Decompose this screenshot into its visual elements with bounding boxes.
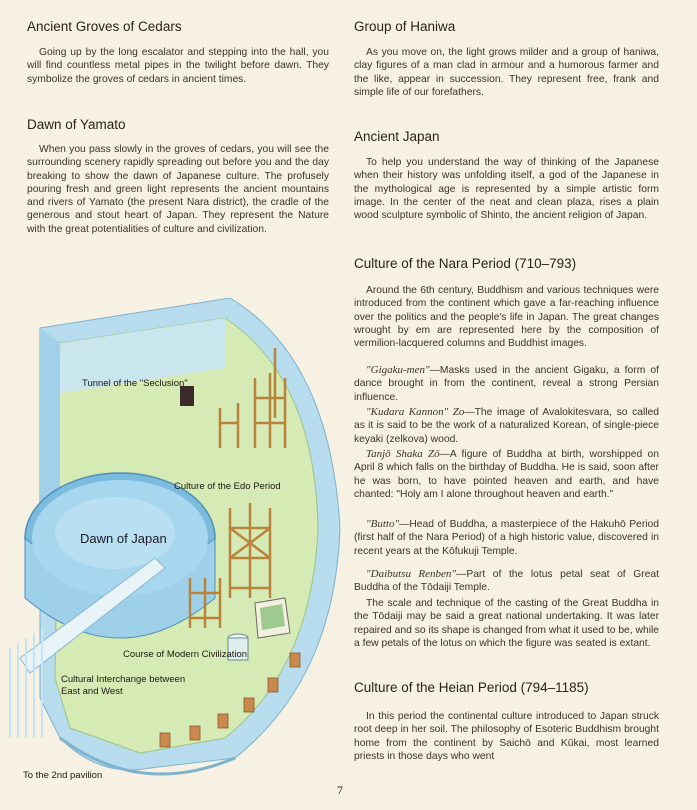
item-term: "Daibutsu Renben" bbox=[366, 568, 457, 580]
item-text: —Head of Buddha, a masterpiece of the Hakuhō Period (first half of the Nara Period) of a high historic value, discovered in recent years at the Kōfukuji Temple. bbox=[354, 519, 659, 557]
cultural-interchange-label: Cultural Interchange between East and West bbox=[61, 674, 186, 697]
section-text: Around the 6th century, Buddhism and various techniques were introduced from the continent which gave a far-reaching influence over the politics and the people's life in Japan. The great changes wrought by em are represented here by the composition of vermilion-lacquered columns and Buddhist images. bbox=[354, 285, 659, 350]
item-text: —Part of the lotus petal seat of Great Buddha of the Tōdaiji Temple. bbox=[354, 569, 659, 594]
pavilion-illustration bbox=[0, 298, 345, 798]
section-heading: Culture of the Heian Period (794–1185) bbox=[354, 680, 589, 695]
nara-item bbox=[354, 364, 659, 404]
section-text: When you pass slowly in the groves of cedars, you will see the surrounding scenery rapidly spreading out before you and the day breaking to show the dawn of Japanese culture. The profusely pouring fresh and green light represents the ancient mountains and rivers of Yamato (the present Nara district), the cradle of the generous and stout heart of Japan. They represent the Nature with the great potentialities of culture and civilization. bbox=[27, 144, 329, 235]
section-heading: Dawn of Yamato bbox=[27, 117, 126, 132]
section-heading: Ancient Groves of Cedars bbox=[27, 19, 182, 34]
item-term: Tanjō Shaka Zō bbox=[366, 448, 440, 460]
section-heading: Ancient Japan bbox=[354, 129, 440, 144]
section-text: As you move on, the light grows milder and a group of haniwa, clay figures of a man clad in armour and a humorous farmer and the like, appear in succession. They represent free, frank and simple life of our forefathers. bbox=[354, 47, 659, 98]
item-term: "Kudara Kannon" Zo bbox=[366, 406, 465, 418]
modern-civilization-label: Course of Modern Civilization bbox=[123, 649, 248, 660]
item-term: "Gigaku-men" bbox=[366, 364, 430, 376]
section-text: The scale and technique of the casting of the Great Buddha in the Tōdaiji may be said a great national undertaking. It was later repaired and so its shape is changed from what it used to be, while a few petals of the lotus on which the figure was seated is extant. bbox=[354, 598, 659, 649]
dawn-of-japan-label: Dawn of Japan bbox=[80, 531, 167, 546]
tunnel-label: Tunnel of the "Seclusion" bbox=[82, 378, 188, 389]
nara-item bbox=[354, 406, 659, 446]
nara-item bbox=[354, 448, 659, 501]
item-text: —The image of Avalokitesvara, so called as it is said to be the work of a naturalized Korean, of single-piece keyaki (zelkova) wood. bbox=[354, 407, 659, 445]
nara-item bbox=[354, 568, 659, 595]
item-term: "Butto" bbox=[366, 518, 400, 530]
second-pavilion-label: To the 2nd pavilion bbox=[23, 770, 103, 781]
page-number: 7 bbox=[337, 783, 343, 797]
section-heading: Culture of the Nara Period (710–793) bbox=[354, 256, 577, 271]
section-text: In this period the continental culture introduced to Japan struck root deep in her soil. The philosophy of Esoteric Buddhism brought home from the continent by Saichō and Kūkai, most learned priests in those days who went bbox=[354, 711, 659, 762]
section-text: Going up by the long escalator and stepping into the hall, you will find countless metal pipes in the twilight before dawn. They symbolize the groves of cedars in ancient times. bbox=[27, 47, 329, 85]
edo-period-label: Culture of the Edo Period bbox=[174, 481, 281, 492]
item-text: —Masks used in the ancient Gigaku, a form of dance brought in from the continent, reveal a strong Persian influence. bbox=[354, 365, 659, 403]
section-heading: Group of Haniwa bbox=[354, 19, 456, 34]
pavilion-cutaway-drawing bbox=[0, 298, 345, 798]
nara-item bbox=[354, 518, 659, 558]
section-text: To help you understand the way of thinking of the Japanese when their history was unfolding itself, a god of the Japanese in the mythological age is represented by a simple artistic form image. In the center of the neat and clean plaza, rises a plain wood sculpture symbolic of Shinto, the ancient religion of Japan. bbox=[354, 157, 659, 222]
item-text: —A figure of Buddha at birth, worshipped on April 8 which falls on the birthday of Buddha. He is said, soon after he was born, to have pointed heaven and earth, and have chanted: "Holy am I alone throughout heaven and earth." bbox=[354, 449, 660, 500]
